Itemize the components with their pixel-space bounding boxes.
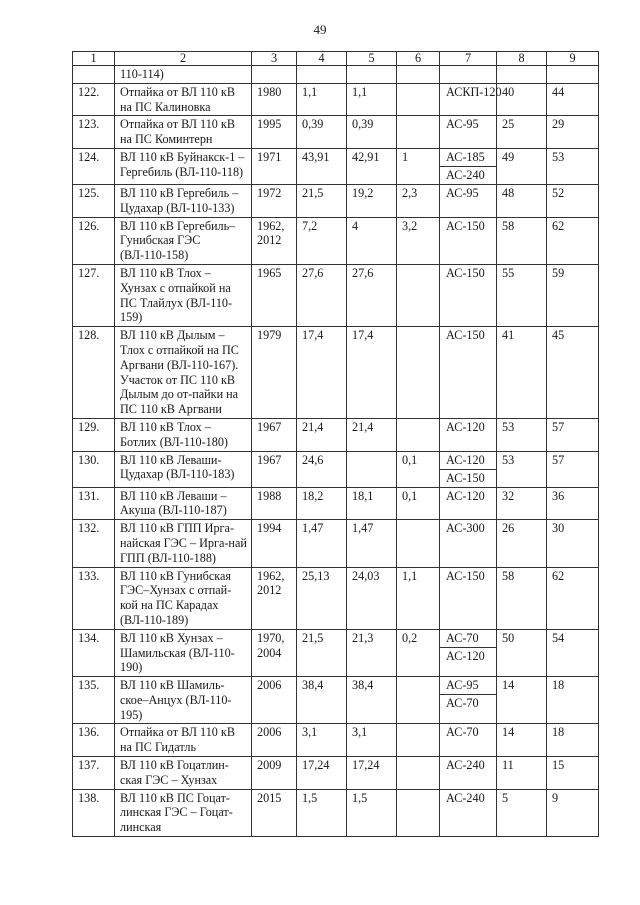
column-header: 7: [440, 52, 497, 66]
line-name-cell: Отпайка от ВЛ 110 кВ на ПС Коминтерн: [115, 116, 252, 149]
wire-type: АС-150: [446, 568, 485, 583]
length-double-cell: 1,1: [397, 567, 440, 629]
table-row: [73, 83, 599, 116]
value-9-cell: 30: [547, 520, 599, 567]
wire-cell: [440, 217, 497, 264]
year-cell: 1971: [252, 148, 297, 184]
year-cell: 2015: [252, 789, 297, 836]
length-total-cell: 18,2: [297, 487, 347, 520]
line-name-cell: ВЛ 110 кВ Шамиль-ское–Анцух (ВЛ-110-195): [115, 677, 252, 724]
length-single-cell: 4: [347, 217, 397, 264]
year-cell: 1970, 2004: [252, 629, 297, 676]
value-8-cell: 58: [497, 567, 547, 629]
value-9-cell: 54: [547, 629, 599, 676]
length-double-cell: 1: [397, 148, 440, 184]
length-single-cell: 1,1: [347, 83, 397, 116]
value-9-cell: 44: [547, 83, 599, 116]
length-double-cell: [397, 327, 440, 419]
line-name-cell: ВЛ 110 кВ Хунзах – Шамильская (ВЛ-110-190): [115, 629, 252, 676]
row-number-cell: 137.: [73, 757, 115, 790]
value-8-cell: 58: [497, 217, 547, 264]
value-9-cell: 57: [547, 451, 599, 487]
line-name-cell: ВЛ 110 кВ Леваши – Акуша (ВЛ-110-187): [115, 487, 252, 520]
row-number-cell: 138.: [73, 789, 115, 836]
length-total-cell: 27,6: [297, 264, 347, 326]
wire-type: АС-120: [446, 488, 485, 503]
value-8-cell: 25: [497, 116, 547, 149]
wire-type: АС-70: [446, 725, 479, 740]
length-total-cell: 1,47: [297, 520, 347, 567]
row-number-cell: 127.: [73, 264, 115, 326]
row-number-cell: 129.: [73, 418, 115, 451]
wire-type: АС-150: [446, 328, 485, 343]
row-number-cell: 128.: [73, 327, 115, 419]
line-name-cell: ВЛ 110 кВ ГПП Ирга-найская ГЭС – Ирга-най ГПП (ВЛ-110-188): [115, 520, 252, 567]
table-row: [73, 264, 599, 326]
power-lines-table: [72, 51, 599, 837]
line-name-cell: ВЛ 110 кВ Гергебиль– Гунибская ГЭС (ВЛ-110-158): [115, 217, 252, 264]
value-8-cell: 55: [497, 264, 547, 326]
line-name-cell: ВЛ 110 кВ Буйнакск-1 – Гергебиль (ВЛ-110-118): [115, 148, 252, 184]
wire-cell: [440, 677, 497, 724]
line-name-cell: Отпайка от ВЛ 110 кВ на ПС Гидатль: [115, 724, 252, 757]
table-row: [73, 757, 599, 790]
year-cell: 1972: [252, 184, 297, 217]
length-total-cell: 43,91: [297, 148, 347, 184]
wire-type: АС-70: [446, 630, 479, 645]
wire-type: АС-240: [446, 758, 485, 773]
line-name-cell: ВЛ 110 кВ Дылым – Тлох с отпайкой на ПС Аргвани (ВЛ-110-167). Участок от ПС 110 кВ Дылым до от-пайки на ПС 110 кВ Аргвани: [115, 327, 252, 419]
value-8-cell: 53: [497, 418, 547, 451]
row-number-cell: 126.: [73, 217, 115, 264]
length-total-cell: 21,5: [297, 184, 347, 217]
value-8-cell: 5: [497, 789, 547, 836]
value-9-cell: 29: [547, 116, 599, 149]
length-single-cell: [347, 451, 397, 487]
wire-cell: [440, 184, 497, 217]
table-row: [73, 487, 599, 520]
value-8-cell: 41: [497, 327, 547, 419]
wire-cell: [440, 567, 497, 629]
continuation-row: [73, 66, 599, 84]
row-number-cell: 125.: [73, 184, 115, 217]
row-number-cell: 131.: [73, 487, 115, 520]
length-single-cell: 24,03: [347, 567, 397, 629]
wire-cell: [440, 327, 497, 419]
wire-cell: [440, 520, 497, 567]
column-header: 2: [115, 52, 252, 66]
row-number-cell: 133.: [73, 567, 115, 629]
length-total-cell: 7,2: [297, 217, 347, 264]
column-header: 6: [397, 52, 440, 66]
length-double-cell: 3,2: [397, 217, 440, 264]
length-single-cell: 1,5: [347, 789, 397, 836]
table-row: [73, 520, 599, 567]
length-double-cell: [397, 724, 440, 757]
wire-cell: [440, 789, 497, 836]
table-row: [73, 184, 599, 217]
row-number-cell: 136.: [73, 724, 115, 757]
length-double-cell: [397, 677, 440, 724]
year-cell: 1962, 2012: [252, 217, 297, 264]
row-number-cell: [73, 66, 115, 84]
value-8-cell: 14: [497, 677, 547, 724]
wire-type: АС-70: [440, 694, 496, 712]
length-double-cell: 0,2: [397, 629, 440, 676]
wire-cell: [440, 487, 497, 520]
year-cell: 1979: [252, 327, 297, 419]
length-total-cell: 17,4: [297, 327, 347, 419]
year-cell: 1994: [252, 520, 297, 567]
value-9-cell: 45: [547, 327, 599, 419]
length-total-cell: 25,13: [297, 567, 347, 629]
column-header: 5: [347, 52, 397, 66]
page-number: 49: [313, 22, 327, 37]
value-8-cell: 49: [497, 148, 547, 184]
length-total-cell: 0,39: [297, 116, 347, 149]
value-8-cell: 11: [497, 757, 547, 790]
line-name-cell: ВЛ 110 кВ Гоцатлин-ская ГЭС – Хунзах: [115, 757, 252, 790]
row-number-cell: 123.: [73, 116, 115, 149]
length-double-cell: 0,1: [397, 487, 440, 520]
length-single-cell: 21,4: [347, 418, 397, 451]
length-total-cell: 1,5: [297, 789, 347, 836]
wire-type: АС-185: [446, 149, 485, 164]
length-single-cell: 42,91: [347, 148, 397, 184]
year-cell: 1962, 2012: [252, 567, 297, 629]
value-9-cell: 57: [547, 418, 599, 451]
length-single-cell: 3,1: [347, 724, 397, 757]
length-single-cell: 38,4: [347, 677, 397, 724]
line-name-cell: ВЛ 110 кВ ПС Гоцат-линская ГЭС – Гоцат-линская: [115, 789, 252, 836]
column-header: 1: [73, 52, 115, 66]
value-9-cell: 15: [547, 757, 599, 790]
line-name-cell: 110-114): [115, 66, 252, 84]
year-cell: 2006: [252, 724, 297, 757]
length-total-cell: 17,24: [297, 757, 347, 790]
table-row: [73, 789, 599, 836]
column-header: 4: [297, 52, 347, 66]
wire-cell: [440, 629, 497, 676]
value-9-cell: 9: [547, 789, 599, 836]
length-single-cell: 19,2: [347, 184, 397, 217]
length-double-cell: [397, 83, 440, 116]
year-cell: 2006: [252, 677, 297, 724]
value-9-cell: 36: [547, 487, 599, 520]
length-double-cell: [397, 264, 440, 326]
length-double-cell: [397, 757, 440, 790]
value-8-cell: 53: [497, 451, 547, 487]
year-cell: 1967: [252, 418, 297, 451]
year-cell: 1995: [252, 116, 297, 149]
table-row: [73, 677, 599, 724]
value-8-cell: 48: [497, 184, 547, 217]
value-9-cell: 52: [547, 184, 599, 217]
wire-cell: [440, 264, 497, 326]
length-double-cell: 0,1: [397, 451, 440, 487]
value-9-cell: 18: [547, 724, 599, 757]
wire-type: АС-95: [446, 185, 479, 200]
length-single-cell: 17,24: [347, 757, 397, 790]
value-9-cell: 18: [547, 677, 599, 724]
wire-cell: [440, 724, 497, 757]
length-total-cell: 3,1: [297, 724, 347, 757]
length-double-cell: [397, 789, 440, 836]
table-row: [73, 418, 599, 451]
length-single-cell: 1,47: [347, 520, 397, 567]
length-total-cell: 24,6: [297, 451, 347, 487]
year-cell: 2009: [252, 757, 297, 790]
wire-type: АС-150: [446, 218, 485, 233]
value-8-cell: 14: [497, 724, 547, 757]
length-total-cell: 38,4: [297, 677, 347, 724]
length-total-cell: 1,1: [297, 83, 347, 116]
row-number-cell: 135.: [73, 677, 115, 724]
length-double-cell: 2,3: [397, 184, 440, 217]
value-8-cell: 50: [497, 629, 547, 676]
length-single-cell: 21,3: [347, 629, 397, 676]
length-single-cell: 27,6: [347, 264, 397, 326]
wire-type: АС-95: [446, 117, 479, 132]
wire-cell: [440, 418, 497, 451]
line-name-cell: ВЛ 110 кВ Гергебиль – Цудахар (ВЛ-110-133): [115, 184, 252, 217]
length-single-cell: 17,4: [347, 327, 397, 419]
column-header: 3: [252, 52, 297, 66]
year-cell: 1965: [252, 264, 297, 326]
line-name-cell: ВЛ 110 кВ Тлох – Ботлих (ВЛ-110-180): [115, 418, 252, 451]
year-cell: 1988: [252, 487, 297, 520]
wire-cell: [440, 451, 497, 487]
wire-type: АСКП-120: [446, 84, 502, 99]
length-double-cell: [397, 520, 440, 567]
wire-type: АС-240: [440, 166, 496, 184]
table-row: [73, 724, 599, 757]
column-header: 9: [547, 52, 599, 66]
year-cell: 1980: [252, 83, 297, 116]
column-header: 8: [497, 52, 547, 66]
wire-cell: [440, 83, 502, 116]
wire-cell: [440, 116, 497, 149]
length-single-cell: 18,1: [347, 487, 397, 520]
wire-type: АС-150: [446, 265, 485, 280]
value-9-cell: 59: [547, 264, 599, 326]
value-8-cell: 26: [497, 520, 547, 567]
line-name-cell: ВЛ 110 кВ Гунибская ГЭС–Хунзах с отпай-кой на ПС Карадах (ВЛ-110-189): [115, 567, 252, 629]
value-9-cell: 62: [547, 567, 599, 629]
line-name-cell: Отпайка от ВЛ 110 кВ на ПС Калиновка: [115, 83, 252, 116]
table-row: [73, 217, 599, 264]
table-row: [73, 148, 599, 184]
wire-type: АС-120: [446, 419, 485, 434]
line-name-cell: ВЛ 110 кВ Леваши-Цудахар (ВЛ-110-183): [115, 451, 252, 487]
value-9-cell: 53: [547, 148, 599, 184]
wire-type: АС-95: [446, 678, 479, 693]
table-row: [73, 451, 599, 487]
wire-type: АС-150: [440, 469, 496, 487]
wire-cell: [440, 148, 497, 184]
row-number-cell: 122.: [73, 83, 115, 116]
table-row: [73, 327, 599, 419]
length-total-cell: 21,4: [297, 418, 347, 451]
wire-type: АС-120: [440, 647, 496, 665]
length-double-cell: [397, 418, 440, 451]
length-total-cell: 21,5: [297, 629, 347, 676]
row-number-cell: 124.: [73, 148, 115, 184]
length-single-cell: 0,39: [347, 116, 397, 149]
row-number-cell: 130.: [73, 451, 115, 487]
row-number-cell: 134.: [73, 629, 115, 676]
table-row: [73, 567, 599, 629]
line-name-cell: ВЛ 110 кВ Тлох – Хунзах с отпайкой на ПС Тлайлух (ВЛ-110-159): [115, 264, 252, 326]
year-cell: 1967: [252, 451, 297, 487]
wire-type: АС-120: [446, 452, 485, 467]
row-number-cell: 132.: [73, 520, 115, 567]
value-9-cell: 62: [547, 217, 599, 264]
table-row: [73, 629, 599, 676]
table-row: [73, 116, 599, 149]
value-8-cell: 32: [497, 487, 547, 520]
wire-cell: [440, 757, 497, 790]
value-8-cell: 40: [497, 83, 547, 116]
wire-type: АС-300: [446, 521, 485, 536]
length-double-cell: [397, 116, 440, 149]
table-header-row: [73, 52, 599, 66]
wire-type: АС-240: [446, 790, 485, 805]
